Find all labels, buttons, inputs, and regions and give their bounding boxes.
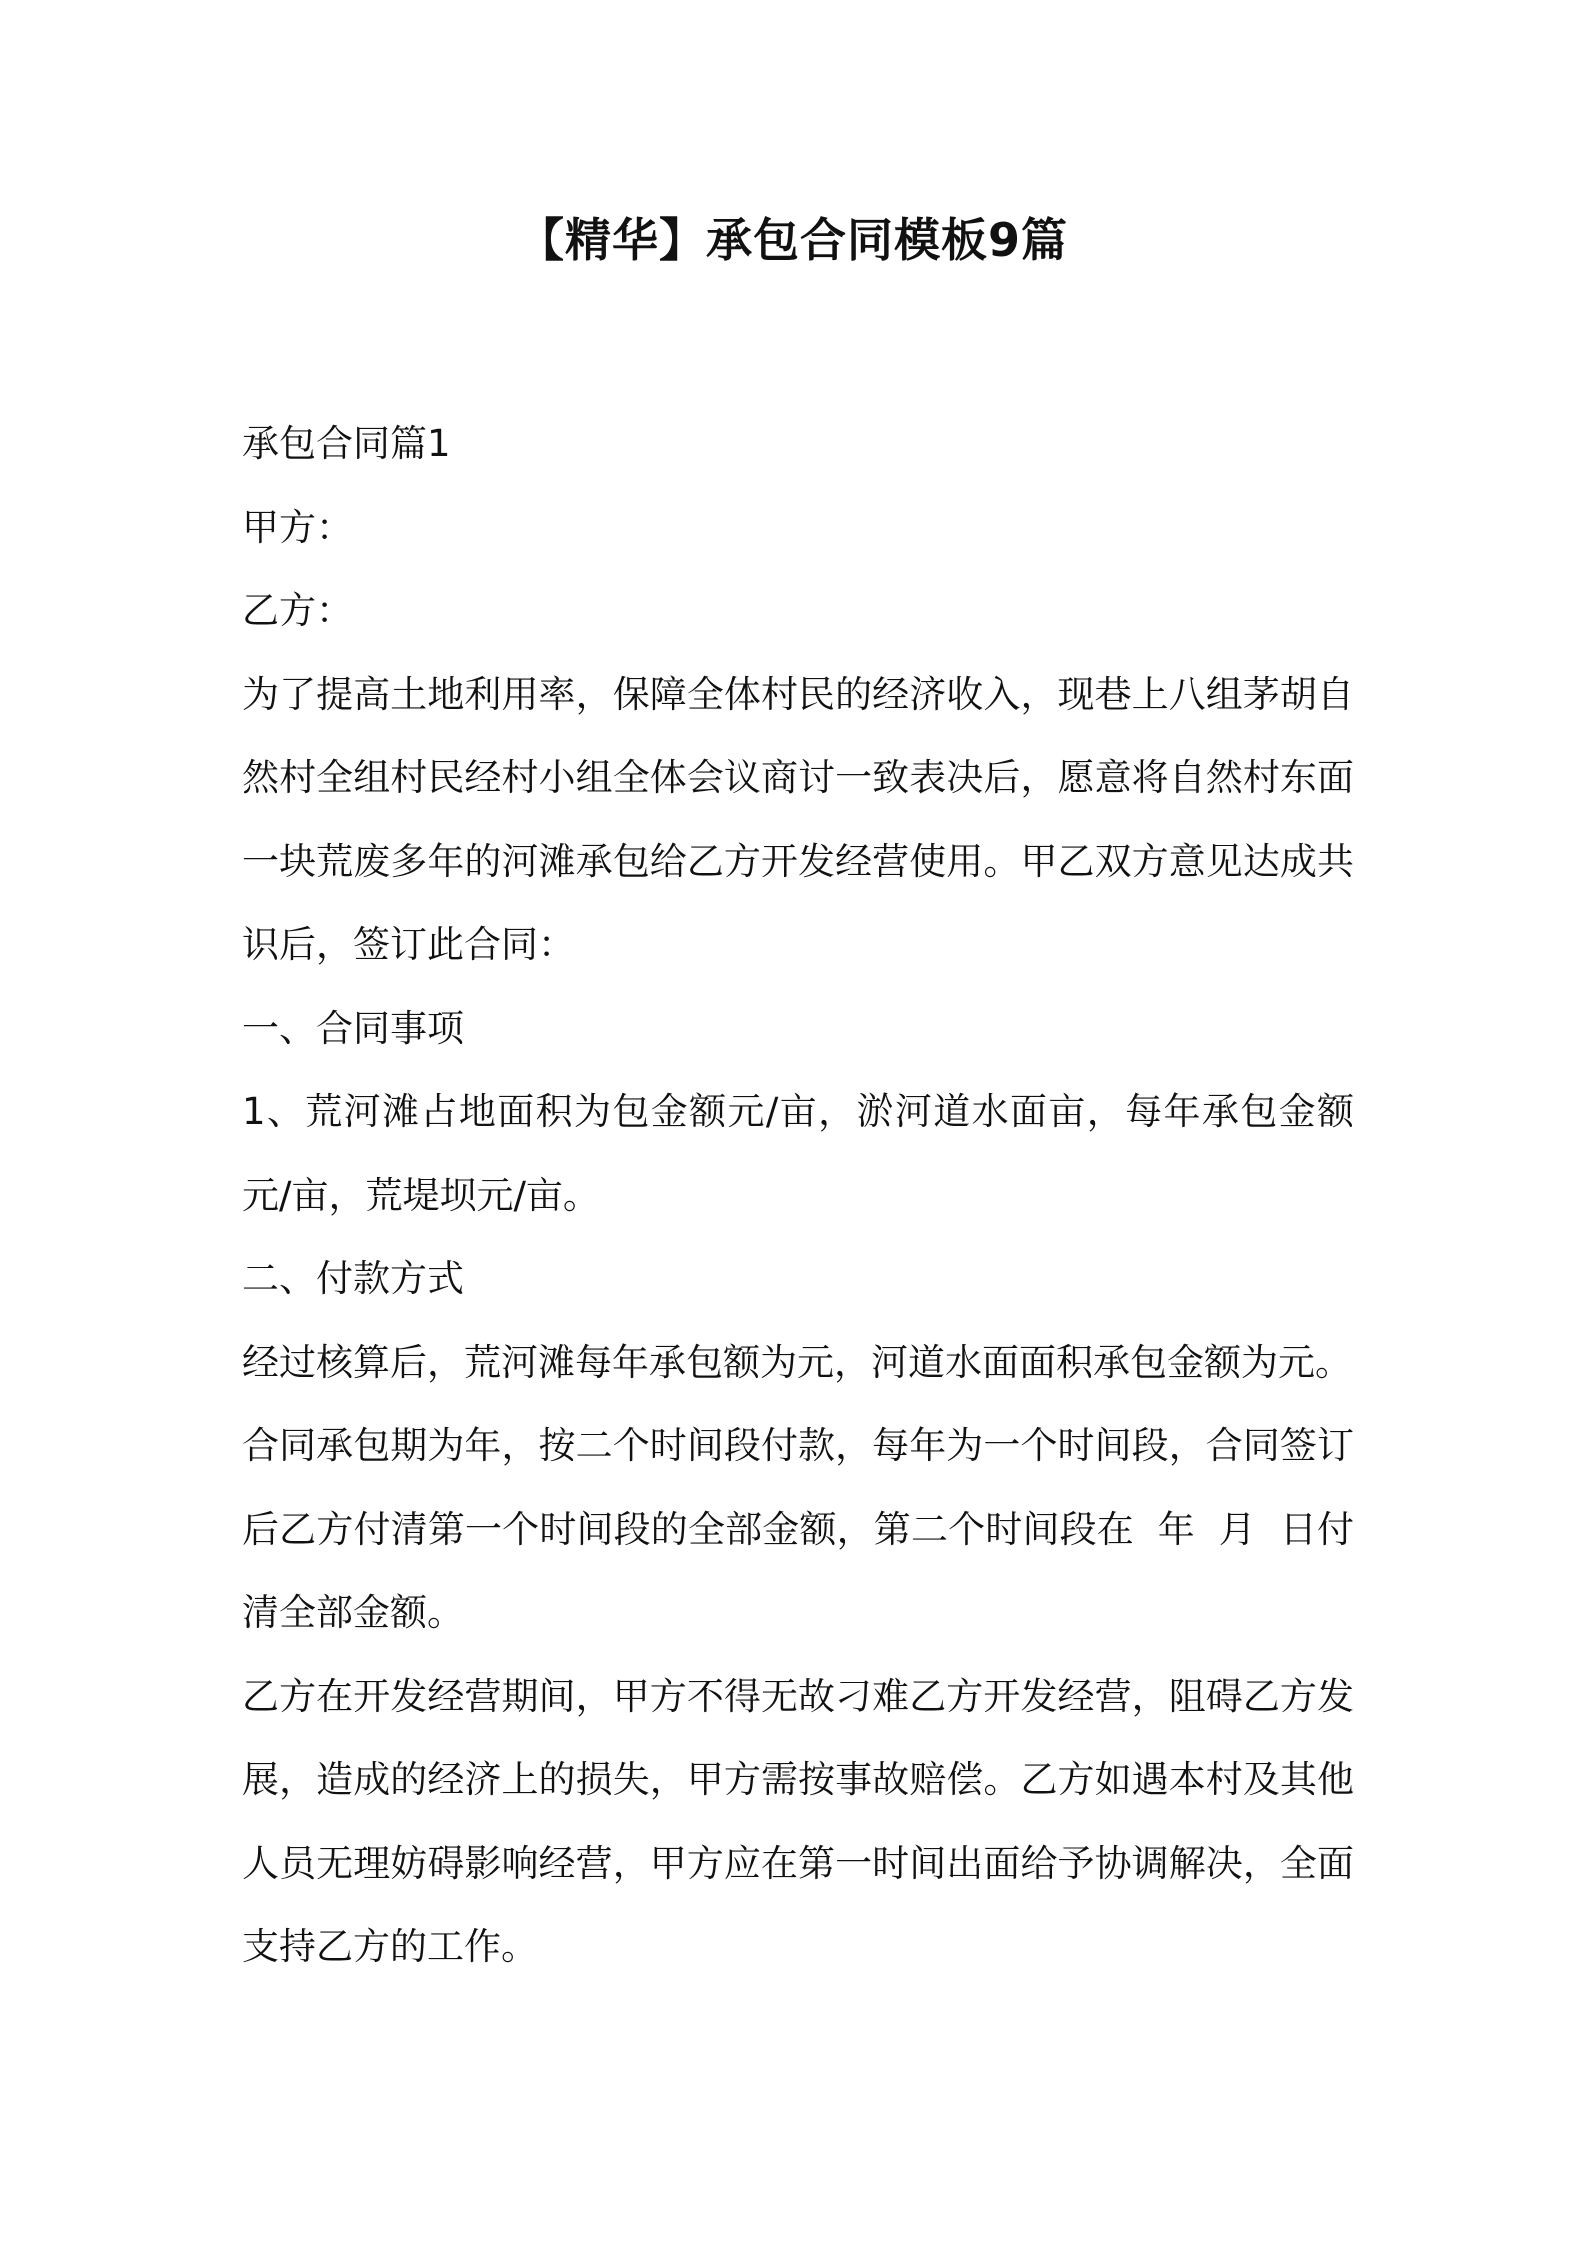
clause-paragraph: 合同承包期为年，按二个时间段付款，每年为一个时间段，合同签订后乙方付清第一个时间段的全部金额，第二个时间段在 年 月 日付清全部金额。 bbox=[242, 1424, 1354, 1634]
section-heading: 承包合同篇1 bbox=[242, 422, 451, 465]
document-title: 【精华】承包合同模板9篇 bbox=[517, 213, 1068, 267]
clause-paragraph: 乙方在开发经营期间，甲方不得无故刁难乙方开发经营，阻碍乙方发展，造成的经济上的损失，甲方需按事故赔偿。乙方如遇本村及其他人员无理妨碍影响经营，甲方应在第一时间出面给予协调解决，全面支持乙方的工作。 bbox=[242, 1674, 1354, 1968]
clause-heading: 二、付款方式 bbox=[242, 1257, 464, 1300]
clause-paragraph: 1、荒河滩占地面积为包金额元/亩，淤河道水面亩，每年承包金额元/亩，荒堤坝元/亩。 bbox=[242, 1090, 1354, 1217]
party-b-field: 乙方： bbox=[242, 589, 353, 632]
clause-heading: 一、合同事项 bbox=[242, 1006, 464, 1050]
document-body bbox=[242, 402, 1354, 1989]
clause-paragraph: 经过核算后，荒河滩每年承包额为元，河道水面面积承包金额为元。 bbox=[242, 1340, 1352, 1384]
intro-paragraph: 为了提高土地利用率，保障全体村民的经济收入，现巷上八组茅胡自然村全组村民经村小组全体会议商讨一致表决后，愿意将自然村东面一块荒废多年的河滩承包给乙方开发经营使用。甲乙双方意见达成共识后，签订此合同： bbox=[242, 672, 1354, 966]
party-a-field: 甲方： bbox=[242, 505, 353, 549]
